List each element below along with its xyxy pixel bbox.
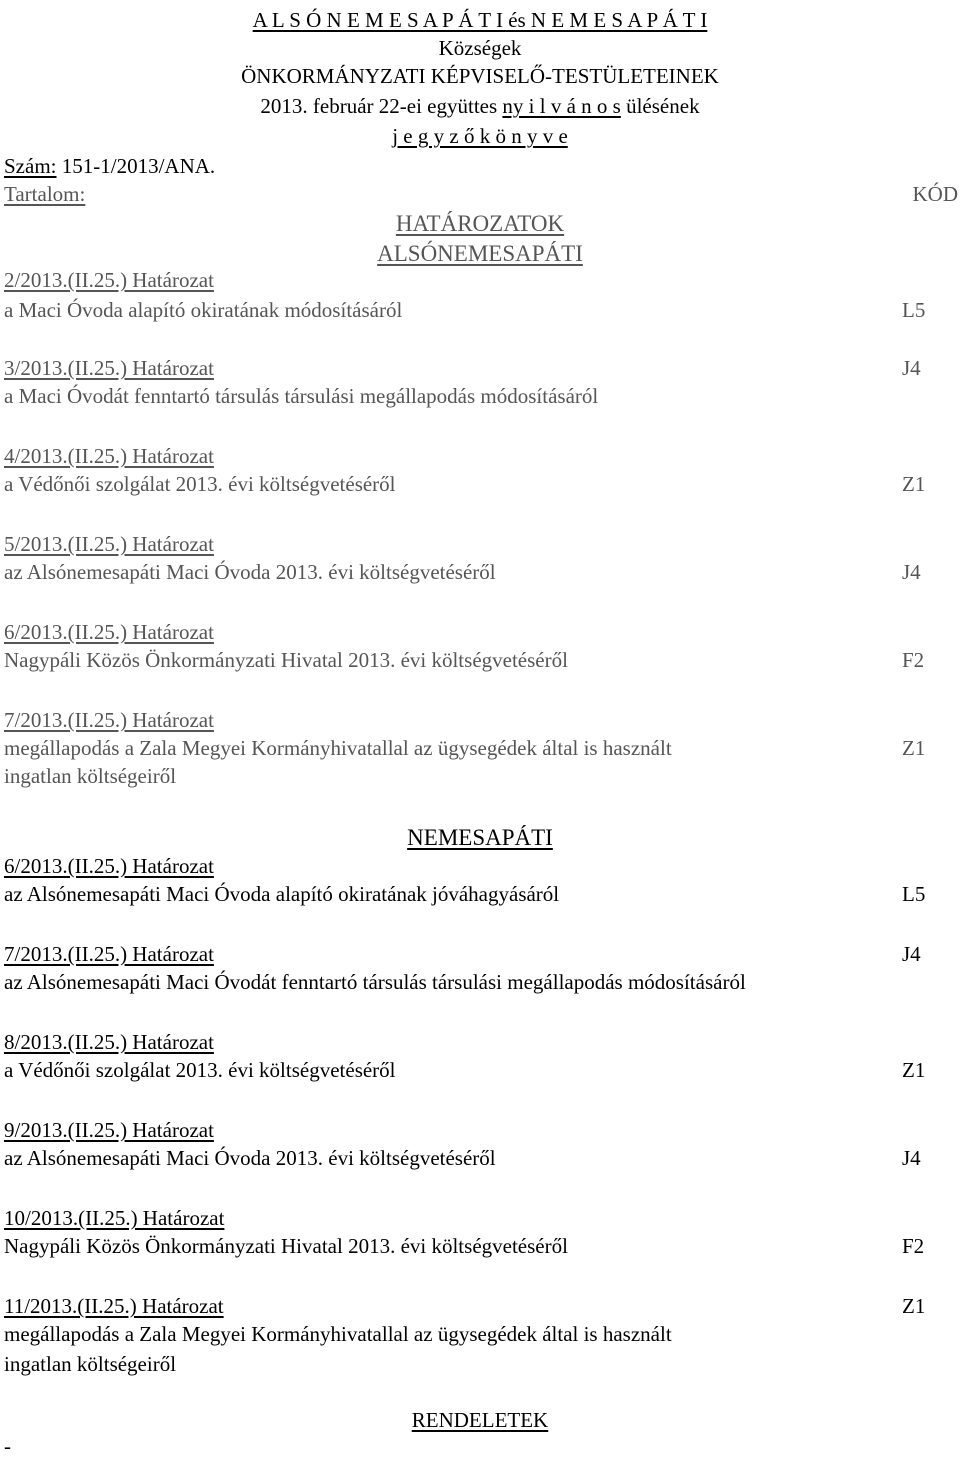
resolution-ref: 6/2013.(II.25.) Határozat [4, 854, 214, 878]
header-session-line [0, 96, 960, 117]
resolution-desc-continued: ingatlan költségeiről [4, 764, 177, 788]
header-session-nyilvanos: ny i l v á n o s [502, 94, 621, 118]
resolution-desc: a Maci Óvoda alapító okiratának módosításáról [4, 298, 403, 322]
kod-label: KÓD [912, 182, 958, 206]
resolution-desc: megállapodás a Zala Megyei Kormányhivatallal az ügysegédek által is használt [4, 736, 672, 760]
section-rendeletek: RENDELETEK [411, 1408, 549, 1432]
header-testuletek: ÖNKORMÁNYZATI KÉPVISELŐ-TESTÜLETEINEK [241, 64, 719, 88]
header-title: A L S Ó N E M E S A P Á T I és N E M E S A P Á T I [252, 8, 708, 32]
resolution-ref: 10/2013.(II.25.) Határozat [4, 1206, 225, 1230]
resolution-code: F2 [902, 648, 925, 672]
trailing-dash: - [4, 1434, 11, 1458]
resolution-code: L5 [902, 882, 926, 906]
resolution-code: Z1 [902, 1294, 926, 1318]
resolution-ref: 3/2013.(II.25.) Határozat [4, 356, 214, 380]
resolution-ref: 7/2013.(II.25.) Határozat [4, 942, 214, 966]
resolution-ref: 4/2013.(II.25.) Határozat [4, 444, 214, 468]
resolution-ref: 8/2013.(II.25.) Határozat [4, 1030, 214, 1054]
resolution-ref: 11/2013.(II.25.) Határozat [4, 1294, 224, 1318]
section-nemesapati: NEMESAPÁTI [407, 825, 553, 850]
resolution-ref: 9/2013.(II.25.) Határozat [4, 1118, 214, 1142]
header-jegyzokonyv: j e g y z ő k ö n y v e [392, 124, 568, 148]
resolution-code: J4 [902, 356, 921, 380]
szam-label: Szám: [4, 154, 57, 178]
resolution-desc-continued: ingatlan költségeiről [4, 1352, 177, 1376]
resolution-desc: megállapodás a Zala Megyei Kormányhivatallal az ügysegédek által is használt [4, 1322, 672, 1346]
header-session-date: 2013. február 22-ei együttes [260, 94, 503, 118]
resolution-desc: az Alsónemesapáti Maci Óvodát fenntartó társulás társulási megállapodás módosításáról [4, 970, 746, 994]
resolution-ref: 2/2013.(II.25.) Határozat [4, 268, 214, 292]
resolution-desc: az Alsónemesapáti Maci Óvoda 2013. évi költségvetéséről [4, 1146, 496, 1170]
resolution-code: F2 [902, 1234, 925, 1258]
resolution-code: Z1 [902, 472, 926, 496]
resolution-code: J4 [902, 1146, 921, 1170]
resolution-code: Z1 [902, 736, 926, 760]
resolution-desc: a Védőnői szolgálat 2013. évi költségvetéséről [4, 1058, 396, 1082]
header-kozsegek: Községek [438, 36, 522, 60]
resolution-code: J4 [902, 942, 921, 966]
resolution-code: L5 [902, 298, 926, 322]
resolution-ref: 7/2013.(II.25.) Határozat [4, 708, 214, 732]
resolution-desc: az Alsónemesapáti Maci Óvoda 2013. évi költségvetéséről [4, 560, 496, 584]
header-session-ulesenek: ülésének [620, 94, 700, 118]
szam-value: 151-1/2013/ANA. [56, 154, 216, 178]
resolution-code: Z1 [902, 1058, 926, 1082]
resolution-desc: Nagypáli Közös Önkormányzati Hivatal 2013. évi költségvetéséről [4, 648, 568, 672]
resolution-ref: 5/2013.(II.25.) Határozat [4, 532, 214, 556]
resolution-ref: 6/2013.(II.25.) Határozat [4, 620, 214, 644]
resolution-desc: az Alsónemesapáti Maci Óvoda alapító okiratának jóváhagyásáról [4, 882, 560, 906]
section-alsonemesapati: ALSÓNEMESAPÁTI [377, 241, 583, 266]
resolution-code: J4 [902, 560, 921, 584]
tartalom-label: Tartalom: [4, 182, 86, 206]
resolution-desc: a Védőnői szolgálat 2013. évi költségvetéséről [4, 472, 396, 496]
resolution-desc: a Maci Óvodát fenntartó társulás társulási megállapodás módosításáról [4, 384, 599, 408]
resolution-desc: Nagypáli Közös Önkormányzati Hivatal 2013. évi költségvetéséről [4, 1234, 568, 1258]
szam-line [4, 156, 215, 177]
section-hatarozatok: HATÁROZATOK [395, 211, 565, 236]
